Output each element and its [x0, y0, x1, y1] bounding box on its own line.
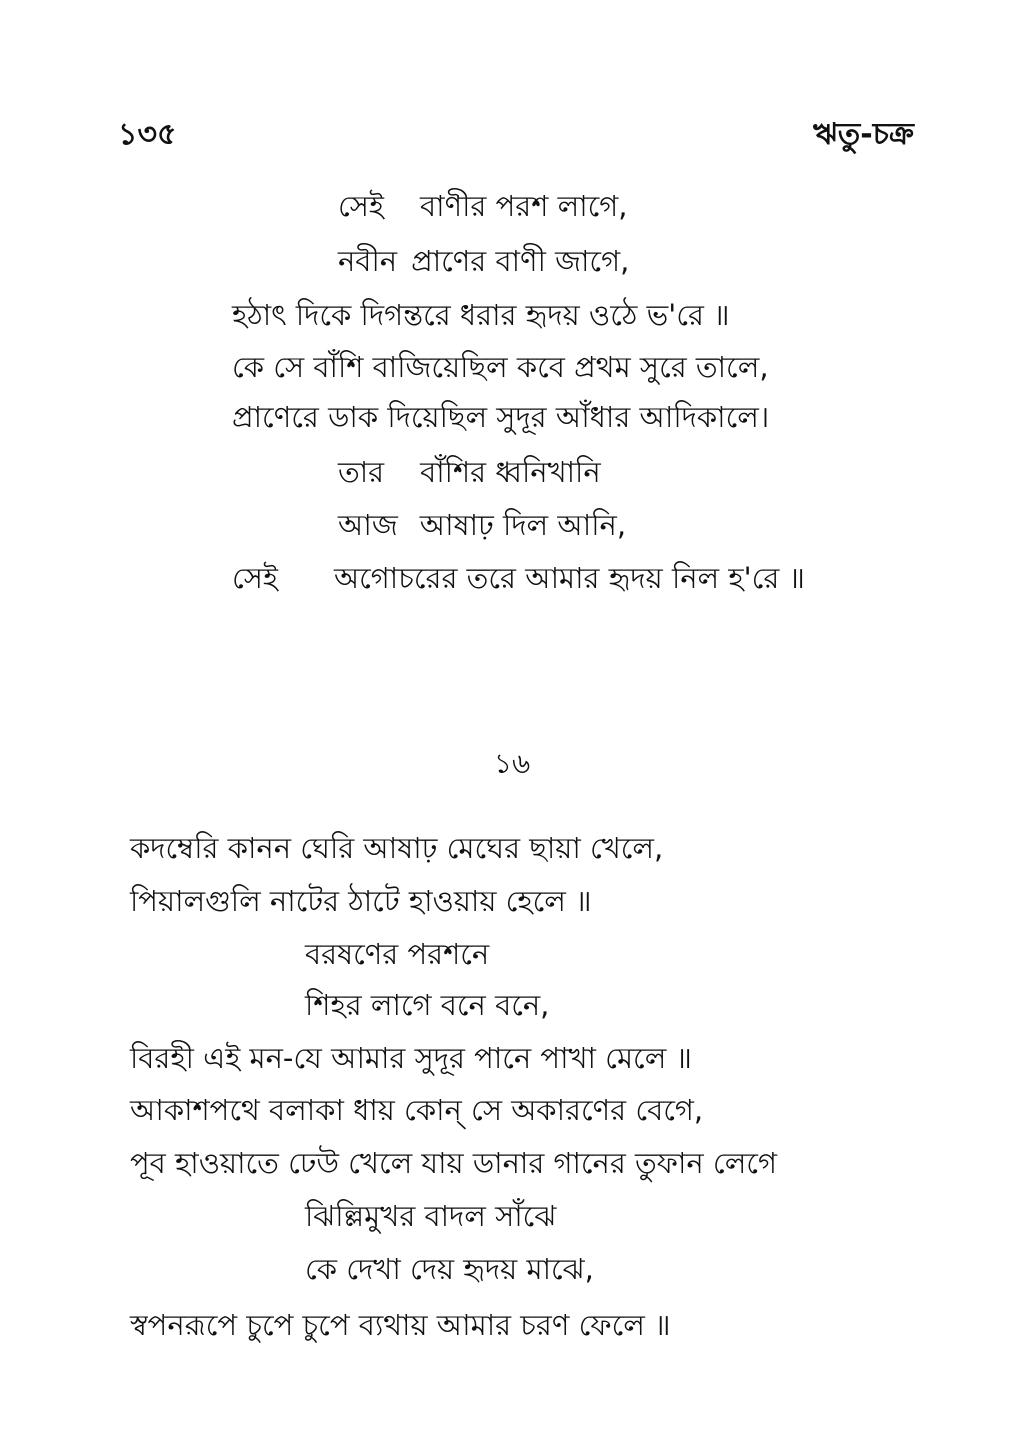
line-text: বাঁশির ধ্বনিখানি	[420, 455, 601, 489]
line-lead-word: সেই	[232, 561, 279, 595]
song-1-line-6	[338, 452, 601, 492]
song-2-line-2: পিয়ালগুলি নাটের ঠাটে হাওয়ায় হেলে ॥	[130, 884, 592, 918]
line-text: প্রাণেরে ডাক দিয়েছিল সুদূর আঁধার আদিকালে।	[232, 400, 770, 434]
song-2-line-10: স্বপনরূপে চুপে চুপে ব্যথায় আমার চরণ ফেলে ॥	[130, 1308, 671, 1342]
line-text: বাণীর পরশ লাগে,	[420, 189, 628, 223]
line-lead-word: নবীন	[338, 244, 398, 278]
song-2-line-5: বিরহী এই মন-যে আমার সুদূর পানে পাখা মেলে ॥	[130, 1041, 692, 1075]
line-lead-word: তার	[338, 455, 385, 489]
song-2-line-7: পূব হাওয়াতে ঢেউ খেলে যায় ডানার গানের তুফান লেগে	[130, 1146, 777, 1180]
song-number: ১৬	[493, 747, 531, 780]
song-2-line-1: কদম্বেরি কানন ঘেরি আষাঢ় মেঘের ছায়া খেলে,	[130, 831, 664, 865]
song-1-line-5	[232, 397, 769, 437]
song-1-line-3	[232, 295, 730, 335]
song-1-line-8	[232, 558, 805, 598]
song-2-line-6: আকাশপথে বলাকা ধায় কোন্ সে অকারণের বেগে,	[130, 1093, 704, 1127]
song-2-line-3: বরষণের পরশনে	[305, 937, 490, 971]
line-lead-word: আজ	[338, 508, 398, 542]
line-text: প্রাণের বাণী জাগে,	[411, 244, 630, 278]
line-text: আষাঢ় দিল আনি,	[419, 508, 627, 542]
line-text: কে সে বাঁশি বাজিয়েছিল কবে প্রথম সুরে তালে,	[232, 350, 769, 384]
song-2-line-9: কে দেখা দেয় হৃদয় মাঝে,	[305, 1252, 594, 1286]
song-1-line-1	[338, 186, 627, 226]
song-2-line-4: শিহর লাগে বনে বনে,	[305, 988, 550, 1022]
line-text: অগোচরের তরে আমার হৃদয় নিল হ'রে ॥	[334, 561, 805, 595]
song-1-line-2	[338, 241, 629, 281]
page-number: ১৩৫	[118, 117, 177, 152]
page-header	[118, 110, 914, 160]
running-title: ঋতু-চক্র	[812, 117, 914, 152]
song-2-line-8: ঝিল্লিমুখর বাদল সাঁঝে	[305, 1199, 557, 1233]
line-text: হঠাৎ দিকে দিগন্তরে ধরার হৃদয় ওঠে ভ'রে ॥	[232, 298, 730, 332]
line-lead-word: সেই	[338, 189, 385, 223]
song-1-line-7	[338, 505, 626, 545]
song-1-line-4	[232, 347, 769, 387]
